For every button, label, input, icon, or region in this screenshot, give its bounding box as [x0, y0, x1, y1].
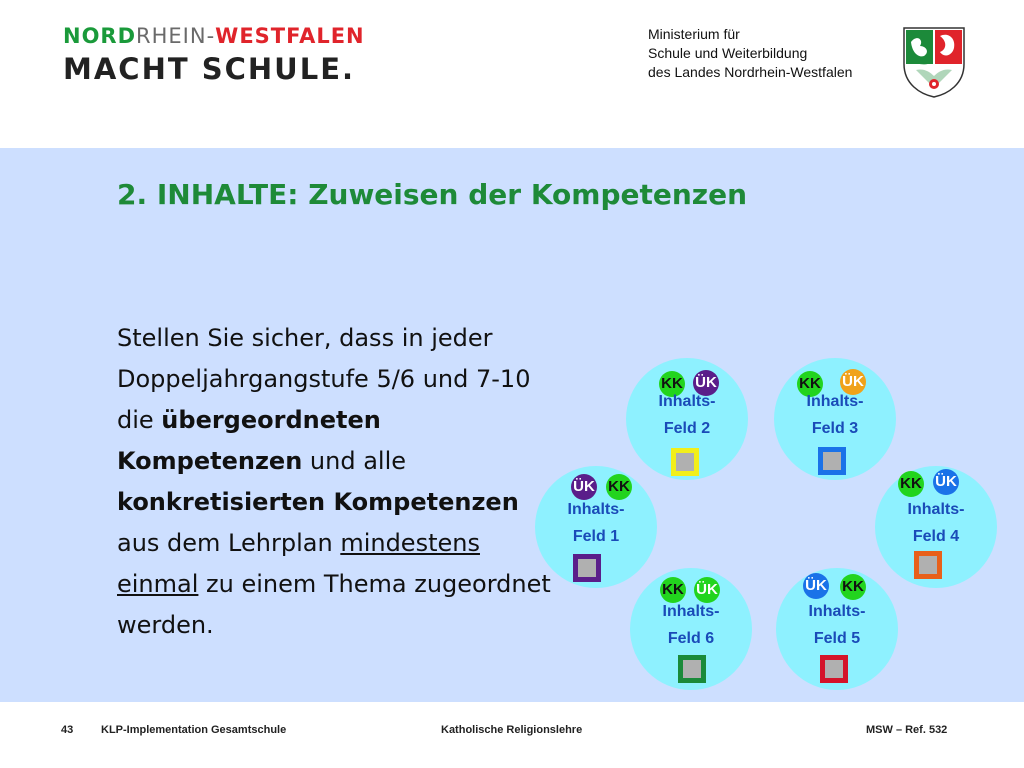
- footer-left-text: KLP-Implementation Gesamtschule: [101, 724, 287, 736]
- kk-badge: KK: [797, 371, 823, 397]
- uk-badge: ÜK: [840, 369, 866, 395]
- color-square-icon: [671, 448, 699, 476]
- ministry-line-1: Ministerium für: [648, 26, 740, 42]
- logo-tagline: MACHT SCHULE.: [63, 52, 356, 86]
- field-label-line-1: Inhalts-: [806, 393, 864, 410]
- color-square-icon: [678, 655, 706, 683]
- color-square-icon: [818, 447, 846, 475]
- ministry-name: [648, 25, 852, 82]
- inhaltsfeld-6: [630, 568, 752, 690]
- footer: [0, 702, 1024, 768]
- body-bold-2: konkretisierten Kompetenzen: [117, 488, 519, 516]
- kk-badge: KK: [840, 574, 866, 600]
- uk-badge: ÜK: [803, 573, 829, 599]
- field-label-line-2: Feld 3: [811, 420, 859, 437]
- slide-title: 2. INHALTE: Zuweisen der Kompetenzen: [117, 178, 747, 211]
- field-label: [774, 388, 896, 442]
- uk-badge: ÜK: [571, 474, 597, 500]
- field-label-line-1: Inhalts-: [658, 393, 716, 410]
- color-square-icon: [820, 655, 848, 683]
- footer-right-text: MSW – Ref. 532: [866, 724, 948, 736]
- field-label: [626, 388, 748, 442]
- ministry-line-2: Schule und Weiterbildung: [648, 45, 808, 61]
- inhaltsfeld-2: [626, 358, 748, 480]
- logo-part-westfalen: WESTFALEN: [215, 24, 365, 48]
- field-label-line-1: Inhalts-: [808, 603, 866, 620]
- field-label-line-2: Feld 6: [667, 630, 715, 647]
- body-underline-1: mindestens einmal: [117, 529, 480, 598]
- kk-badge: KK: [606, 474, 632, 500]
- footer-center-text: Katholische Religionslehre: [441, 724, 583, 736]
- field-label-line-2: Feld 5: [813, 630, 861, 647]
- header: [0, 0, 1024, 148]
- field-label-line-2: Feld 4: [912, 528, 960, 545]
- body-text-4: zu einem Thema zugeordnet werden.: [117, 570, 551, 639]
- uk-badge: ÜK: [933, 469, 959, 495]
- logo-part-nord: NORD: [63, 24, 137, 48]
- body-text-1: Stellen Sie sicher, dass in jeder Doppeljahrgangstufe 5/6 und 7-10 die: [117, 324, 531, 434]
- kk-badge: KK: [659, 371, 685, 397]
- body-paragraph: [117, 318, 557, 646]
- logo-part-rhein: RHEIN-: [136, 24, 216, 48]
- field-label: [535, 496, 657, 550]
- slide-content: [0, 148, 1024, 702]
- ministry-line-3: des Landes Nordrhein-Westfalen: [648, 64, 853, 80]
- body-bold-1: übergeordneten Kompetenzen: [117, 406, 381, 475]
- body-text-3: aus dem Lehrplan: [117, 529, 341, 557]
- field-label: [776, 598, 898, 652]
- field-label-line-1: Inhalts-: [907, 501, 965, 518]
- field-label-line-2: Feld 2: [663, 420, 711, 437]
- nrw-coat-of-arms-icon: [902, 26, 966, 98]
- inhaltsfeld-5: [776, 568, 898, 690]
- field-label: [875, 496, 997, 550]
- kk-badge: KK: [898, 471, 924, 497]
- uk-badge: ÜK: [693, 370, 719, 396]
- kk-badge: KK: [660, 577, 686, 603]
- color-square-icon: [914, 551, 942, 579]
- field-label-line-2: Feld 1: [572, 528, 620, 545]
- inhaltsfeld-3: [774, 358, 896, 480]
- field-label-line-1: Inhalts-: [662, 603, 720, 620]
- page-number: 43: [61, 724, 74, 736]
- field-label: [630, 598, 752, 652]
- field-label-line-1: Inhalts-: [567, 501, 625, 518]
- inhaltsfeld-4: [875, 466, 997, 588]
- color-square-icon: [573, 554, 601, 582]
- uk-badge: ÜK: [694, 577, 720, 603]
- inhaltsfeld-1: [535, 466, 657, 588]
- body-text-2: und alle: [302, 447, 407, 475]
- logo-nrw: [63, 24, 365, 48]
